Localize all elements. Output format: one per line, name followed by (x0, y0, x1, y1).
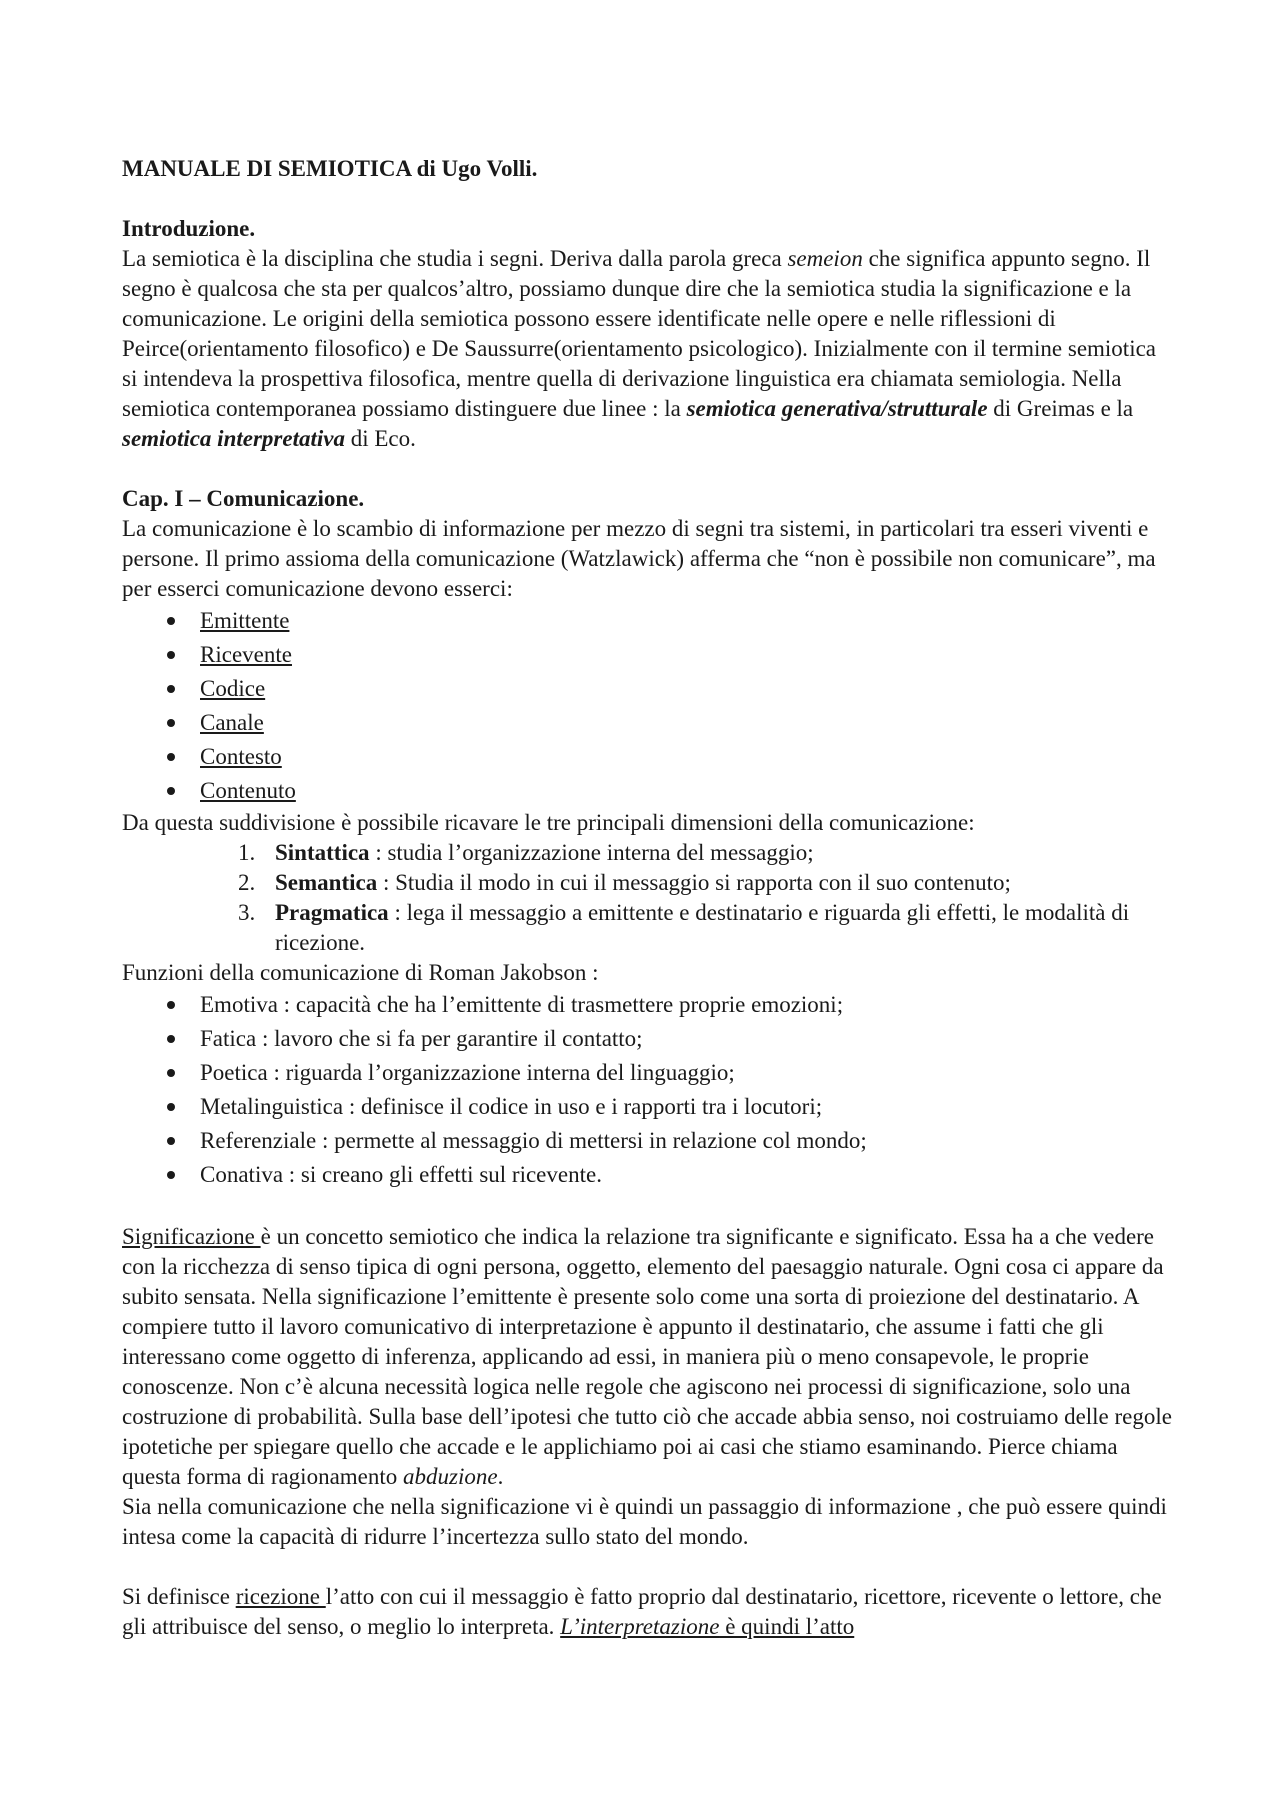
interpretazione-phrase (560, 1614, 854, 1639)
list-number: 2. (238, 870, 256, 895)
list-item (238, 868, 1172, 898)
significazione-paragraph (122, 1222, 1172, 1492)
dimensions-intro: Da questa suddivisione è possibile ricavare le tre principali dimensioni della comunicazione: (122, 810, 975, 835)
significazione-text: è un concetto semiotico che indica la relazione tra significante e significato. Essa ha a che vedere con la ricchezza di senso tipica di ogni persona, oggetto, elemento del paesaggio naturale. Ogni cosa ci appare da subito sensata. Nella significazione l’emittente è presente solo come una sorta di proiezione del destinatario. A compiere tutto il lavoro comunicativo di interpretazione è appunto il destinatario, che assume i fatti che gli interessano come oggetto di inferenza, applicando ad essi, in maniera più o meno consapevole, le proprie conoscenze. Non c’è alcuna necessità logica nelle regole che agiscono nei processi di significazione, solo una costruzione di probabilità. Sulla base dell’ipotesi che tutto ciò che accade abbia senso, noi costruiamo delle regole ipotetiche per spiegare quello che accade e le applichiamo poi ai casi che stiamo esaminando. Pierce chiama questa forma di ragionamento (122, 1224, 1172, 1489)
interpretazione-term: L’interpretazione (560, 1614, 720, 1639)
dimension-term: Pragmatica (275, 900, 389, 925)
functions-intro: Funzioni della comunicazione di Roman Jakobson : (122, 960, 599, 985)
dimension-text: : lega il messaggio a emittente e destinatario e riguarda gli effetti, le modalità di ricezione. (275, 900, 1130, 955)
dimension-text: : studia l’organizzazione interna del messaggio; (369, 840, 814, 865)
dimension-text: : Studia il modo in cui il messaggio si rapporta con il suo contenuto; (377, 870, 1011, 895)
intro-term-interpretativa: semiotica interpretativa (122, 426, 345, 451)
intro-text-1: La semiotica è la disciplina che studia i segni. Deriva dalla parola greca (122, 246, 788, 271)
dimension-term: Sintattica (275, 840, 370, 865)
dimension-term: Semantica (275, 870, 378, 895)
component-ricevente: Ricevente (200, 642, 292, 667)
component-contenuto: Contenuto (200, 778, 296, 803)
significazione-term: Significazione (122, 1224, 261, 1249)
list-number: 3. (238, 900, 256, 925)
abduzione-term: abduzione (403, 1464, 498, 1489)
component-codice: Codice (200, 676, 266, 701)
document-title: MANUALE DI SEMIOTICA di Ugo Volli. (122, 156, 538, 181)
list-item (167, 774, 1172, 808)
intro-term-generativa: semiotica generativa/strutturale (686, 396, 988, 421)
cap1-paragraph: La comunicazione è lo scambio di informazione per mezzo di segni tra sistemi, in particolari tra esseri viventi e persone. Il primo assioma della comunicazione (Watzlawick) afferma che “non è possibile non comunicare”, ma per esserci comunicazione devono esserci: (122, 516, 1156, 601)
ricezione-text-1: Si definisce (122, 1584, 236, 1609)
informazione-paragraph: Sia nella comunicazione che nella significazione vi è quindi un passaggio di informazione , che può essere quindi intesa come la capacità di ridurre l’incertezza sullo stato del mondo. (122, 1494, 1167, 1549)
cap1-heading: Cap. I – Comunicazione. (122, 486, 365, 511)
component-canale: Canale (200, 710, 264, 735)
list-number: 1. (238, 840, 256, 865)
intro-heading: Introduzione. (122, 216, 256, 241)
intro-text-4: di Eco. (344, 426, 416, 451)
significazione-end: . (497, 1464, 504, 1489)
intro-paragraph (122, 244, 1172, 454)
list-item: Metalinguistica : definisce il codice in uso e i rapporti tra i locutori; (167, 1090, 1172, 1124)
list-item: Poetica : riguarda l’organizzazione interna del linguaggio; (167, 1056, 1172, 1090)
list-item (167, 706, 1172, 740)
list-item (167, 604, 1172, 638)
intro-text-3: di Greimas e la (987, 396, 1134, 421)
dimensions-list (122, 838, 1172, 958)
list-item (167, 740, 1172, 774)
intro-text-2: che significa appunto segno. Il segno è qualcosa che sta per qualcos’altro, possiamo dunque dire che la semiotica studia la significazione e la comunicazione. Le origini della semiotica possono essere identificate nelle opere e nelle riflessioni di Peirce(orientamento filosofico) e De Saussurre(orientamento psicologico). Inizialmente con il termine semiotica si intendeva la prospettiva filosofica, mentre quella di derivazione linguistica era chiamata semiologia. Nella semiotica contemporanea possiamo distinguere due linee : la (122, 246, 1157, 421)
list-item: Conativa : si creano gli effetti sul ricevente. (167, 1158, 1172, 1192)
functions-list (122, 988, 1172, 1192)
list-item: Referenziale : permette al messaggio di mettersi in relazione col mondo; (167, 1124, 1172, 1158)
intro-term-semeion: semeion (787, 246, 863, 271)
ricezione-paragraph (122, 1582, 1172, 1642)
list-item (238, 838, 1172, 868)
ricezione-term: ricezione (235, 1584, 326, 1609)
interpretazione-text: è quindi l’atto (719, 1614, 855, 1639)
list-item: Emotiva : capacità che ha l’emittente di trasmettere proprie emozioni; (167, 988, 1172, 1022)
list-item (167, 638, 1172, 672)
components-list (122, 604, 1172, 808)
component-emittente: Emittente (200, 608, 290, 633)
component-contesto: Contesto (200, 744, 282, 769)
ricezione-text-2: l’atto con cui il messaggio è fatto proprio dal destinatario, ricettore, ricevente o lettore, che gli attribuisce del senso, o meglio lo interpreta. (122, 1584, 1162, 1639)
list-item (238, 898, 1172, 958)
document-body (122, 154, 1172, 1642)
list-item (167, 672, 1172, 706)
list-item: Fatica : lavoro che si fa per garantire il contatto; (167, 1022, 1172, 1056)
